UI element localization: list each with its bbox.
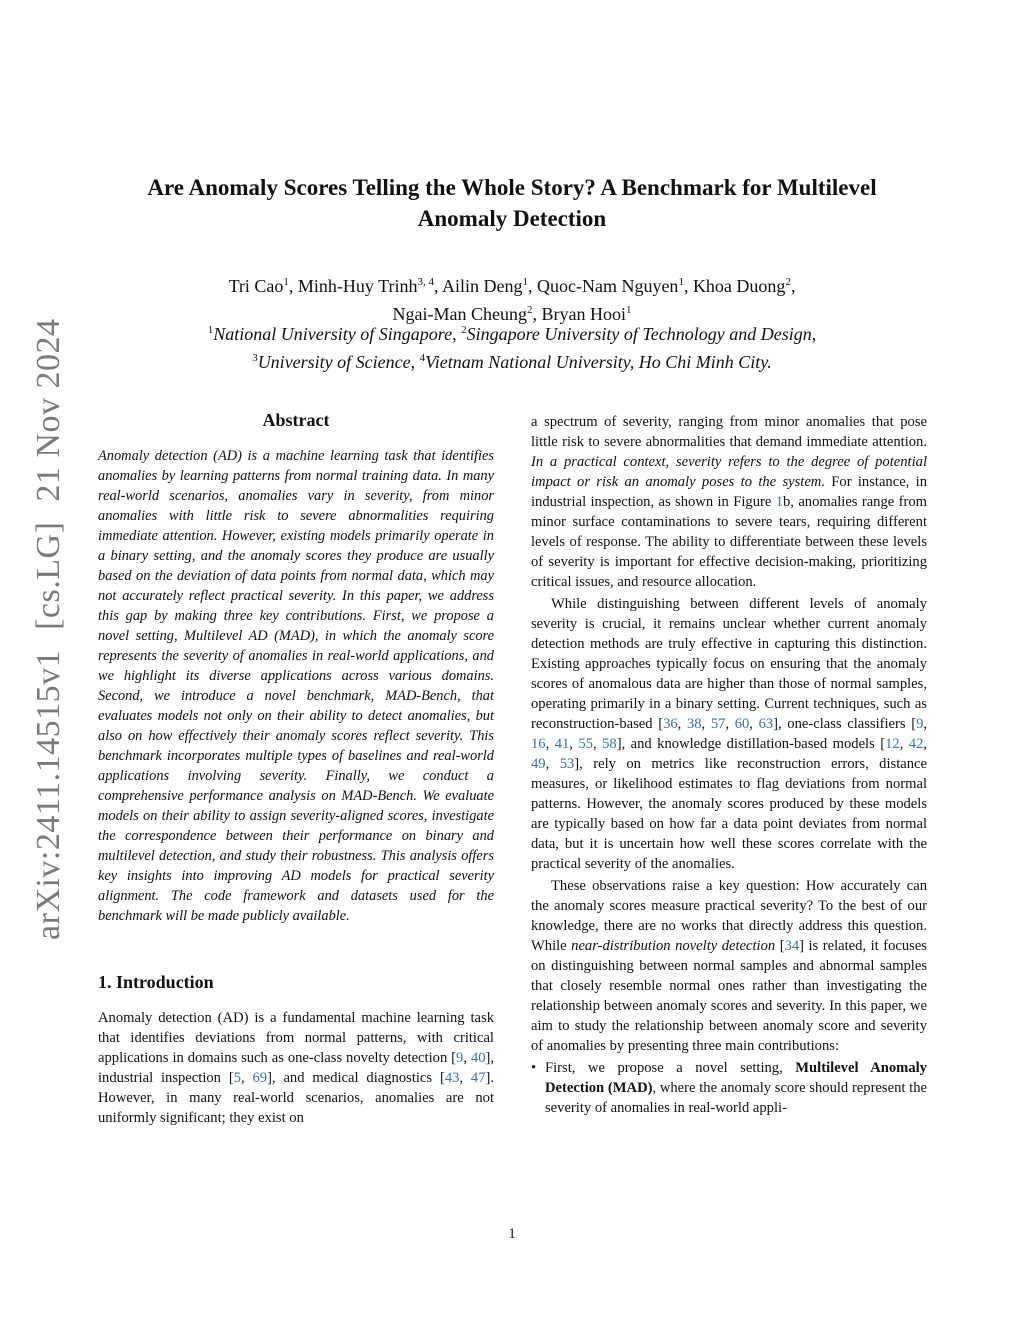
citation-link[interactable]: 12 <box>885 736 900 752</box>
body-paragraph <box>531 412 927 592</box>
author: Bryan Hooi <box>541 304 626 324</box>
page-number: 1 <box>508 1226 516 1242</box>
intro-paragraph: Anomaly detection (AD) is a fundamental machine learning task that identifies deviations from normal patterns, with critical applications in domains such as one-class novelty detection [9, 40], industrial inspection [5, 69], and medical diagnostics [43, 47]. However, in many real-world scenarios, anomalies are not uniformly significant; they exist on <box>98 1010 495 1126</box>
citation-link[interactable]: 43 <box>444 1070 460 1086</box>
affiliation: University of Science <box>257 352 411 372</box>
author-affil-sup: 1 <box>678 276 684 288</box>
arxiv-date: 21 Nov 2024 <box>30 318 67 502</box>
author-affil-sup: 2 <box>785 276 791 288</box>
text-run: First, we propose a novel setting, <box>545 1060 796 1076</box>
text-run: ]. However, in many real-world scenarios, anomalies are not uniformly significant; they exist on <box>98 1070 495 1126</box>
right-column <box>531 412 927 1118</box>
arxiv-category: [cs.LG] <box>30 521 67 630</box>
body-paragraph <box>531 876 927 1056</box>
body-paragraph: While distinguishing between different levels of anomaly severity is crucial, it remains unclear whether current anomaly detection methods are truly effective in capturing this distinction. Existing approaches typically focus on ensuring that the anomaly scores of anomalous data are higher than those of normal samples, operating primarily in a binary setting. Current techniques, such as reconstruction-based [36, 38, 57, 60, 63], one-class classifiers [9, 16, 41, 55, 58], and knowledge distillation-based models [12, 42, 49, 53], rely on metrics like reconstruction errors, distance measures, or likelihood estimates to flag deviations from normal patterns. However, the anomaly scores produced by these models are typically based on how far a data point deviates from normal data, but it is uncertain how well these scores correlate with the practical severity of the anomalies. <box>531 596 928 872</box>
abstract-heading: Abstract <box>262 410 330 430</box>
author: Tri Cao <box>228 276 284 296</box>
author-affil-sup: 2 <box>526 304 533 316</box>
text-run: ], rely on metrics like reconstruction errors, distance measures, or likelihood estimates to flag deviations from normal patterns. However, the anomaly scores produced by these models are typically based on how far a data point deviates from normal data, but it is uncertain how well these scores correlate with the practical severity of the anomalies. <box>531 756 927 872</box>
author-list: Tri Cao$^1$, Minh-Huy Trinh$^{3, 4}$, Ailin Deng$^1$, Quoc-Nam Nguyen$^1$, Khoa Duong$^2$, Ngai-Man Cheung$^2$, Bryan Hooi$^1$ <box>228 276 796 324</box>
citation-link[interactable]: 42 <box>908 736 924 752</box>
citation-link[interactable]: 9 <box>456 1050 464 1066</box>
text-run: ] is related, it focuses on distinguishing between normal samples and abnormal samples that closely resemble normal ones rather than investigating the relationship between anomaly scores and severity. In this paper, we aim to study the relationship between anomaly score and severity of anomalies by presenting three main contributions: <box>531 938 927 1054</box>
arxiv-side-identifier <box>30 299 68 940</box>
citation-link[interactable]: 41 <box>554 736 570 752</box>
citation-link[interactable]: 9 <box>916 716 924 732</box>
text-run: ], and medical diagnostics [ <box>267 1070 445 1086</box>
citation-link[interactable]: 60 <box>734 716 750 732</box>
citation-link[interactable]: 49 <box>531 756 546 772</box>
bold-text: Multilevel Anomaly Detection (MAD) <box>545 1060 927 1096</box>
citation-link[interactable]: 55 <box>578 736 593 752</box>
citation-link[interactable]: 63 <box>758 716 774 732</box>
affiliation: National University of Singapore <box>213 324 453 344</box>
contribution-bullet <box>531 1058 927 1118</box>
section-heading-introduction: 1. Introduction <box>98 972 214 992</box>
text-run: ], industrial inspection [ <box>98 1050 495 1086</box>
text-run: a spectrum of severity, ranging from minor anomalies that pose little risk to severe abnormalities that demand immediate attention. <box>531 414 927 450</box>
author: Khoa Duong <box>692 276 786 296</box>
abstract-text: Anomaly detection (AD) is a machine learning task that identifies anomalies by learning patterns from normal training data. In many real-world scenarios, anomalies vary in severity, from minor anomalies with little risk to severe abnormalities requiring immediate attention. However, existing models primarily operate in a binary setting, and the anomaly scores they produce are usually based on the deviation of data points from normal data, which may not accurately reflect practical severity. In this paper, we address this gap by making three key contributions. First, we propose a novel setting, Multilevel AD (MAD), in which the anomaly score represents the severity of anomalies in real-world applications, and we highlight its diverse applications across various domains. Second, we introduce a novel benchmark, MAD-Bench, that evaluates models not only on their ability to detect anomalies, but also on how effectively their anomaly scores reflect severity. This benchmark incorporates multiple types of baselines and real-world applications involving severity. Finally, we conduct a comprehensive performance analysis on MAD-Bench. We evaluate models on their ability to assign severity-aligned scores, investigate the correspondence between their performance on binary and multilevel detection, and study their robustness. This analysis offers key insights into improving AD models for practical severity alignment. The code framework and datasets used for the benchmark will be made publicly available. <box>98 448 494 924</box>
author: Minh-Huy Trinh <box>297 276 418 296</box>
left-column <box>98 408 494 1128</box>
citation-link[interactable]: 34 <box>784 938 800 954</box>
affiliation: Singapore University of Technology and Design <box>466 324 812 344</box>
affiliation: Vietnam National University, Ho Chi Minh City. <box>425 352 772 372</box>
citation-link[interactable]: 47 <box>470 1070 486 1086</box>
text-run: ], and knowledge distillation-based models [ <box>616 736 886 752</box>
figure-ref-link[interactable]: 1 <box>775 494 783 510</box>
title-line-2: Anomaly Detection <box>417 206 607 231</box>
author: Quoc-Nam Nguyen <box>536 276 679 296</box>
affil-sup: 1 <box>207 324 214 336</box>
emphasis-text: near-distribution novelty detection <box>571 938 776 954</box>
text-run: [ <box>775 938 785 954</box>
affil-sup: 4 <box>419 352 426 364</box>
author-affil-sup: 1 <box>522 276 528 288</box>
citation-link[interactable]: 38 <box>686 716 702 732</box>
author-affil-sup: 3, 4 <box>417 276 434 288</box>
citation-link[interactable]: 40 <box>470 1050 486 1066</box>
emphasis-text: In a practical context, severity refers to the degree of potential impact or risk an anomaly poses to the system. <box>531 454 927 490</box>
text-run: For instance, in industrial inspection, as shown in Figure <box>531 474 927 510</box>
text-run: While distinguishing between different levels of anomaly severity is crucial, it remains unclear whether current anomaly detection methods are truly effective in capturing this distinction. Existing approaches typically focus on ensuring that the anomaly scores of anomalous data are higher than those of normal samples, operating primarily in a binary setting. Current techniques, such as reconstruction-based [ <box>531 596 927 732</box>
citation-link[interactable]: 53 <box>559 756 575 772</box>
citation-link[interactable]: 57 <box>710 716 726 732</box>
author: Ngai-Man Cheung <box>392 304 527 324</box>
text-run: ], one-class classifiers [ <box>773 716 917 732</box>
citation-link[interactable]: 5 <box>233 1070 241 1086</box>
text-run: b, anomalies range from minor surface contaminations to severe tears, requiring different levels of response. The ability to differentiate between these levels of severity is important for effective decision-making, prioritizing critical issues, and resource allocation. <box>531 494 927 590</box>
affil-sup: 2 <box>461 324 467 336</box>
title-line-1: Are Anomaly Scores Telling the Whole Story? A Benchmark for Multilevel <box>147 175 877 200</box>
author: Ailin Deng <box>441 276 523 296</box>
citation-link[interactable]: 36 <box>663 716 678 732</box>
arxiv-id: arXiv:2411.14515v1 <box>30 649 67 940</box>
text-run: Anomaly detection (AD) is a fundamental machine learning task that identifies deviations from normal patterns, with critical applications in domains such as one-class novelty detection [ <box>98 1010 494 1066</box>
citation-link[interactable]: 69 <box>252 1070 268 1086</box>
text-run: These observations raise a key question: How accurately can the anomaly scores measure practical severity? To the best of our knowledge, there are no works that directly address this question. While <box>531 878 927 954</box>
text-run: , where the anomaly score should represent the severity of anomalies in real-world appli- <box>545 1080 927 1116</box>
paper-title <box>100 172 924 234</box>
affil-sup: 3 <box>252 352 258 364</box>
author-affil-sup: 1 <box>283 276 289 288</box>
author-affil-sup: 1 <box>625 304 632 316</box>
affiliation-list: $^1$National University of Singapore, $^2$Singapore University of Technology and Design, $^3$University of Science, $^4$Vietnam National University, Ho Chi Minh City. <box>207 324 817 372</box>
citation-link[interactable]: 16 <box>531 736 546 752</box>
citation-link[interactable]: 58 <box>602 736 617 752</box>
